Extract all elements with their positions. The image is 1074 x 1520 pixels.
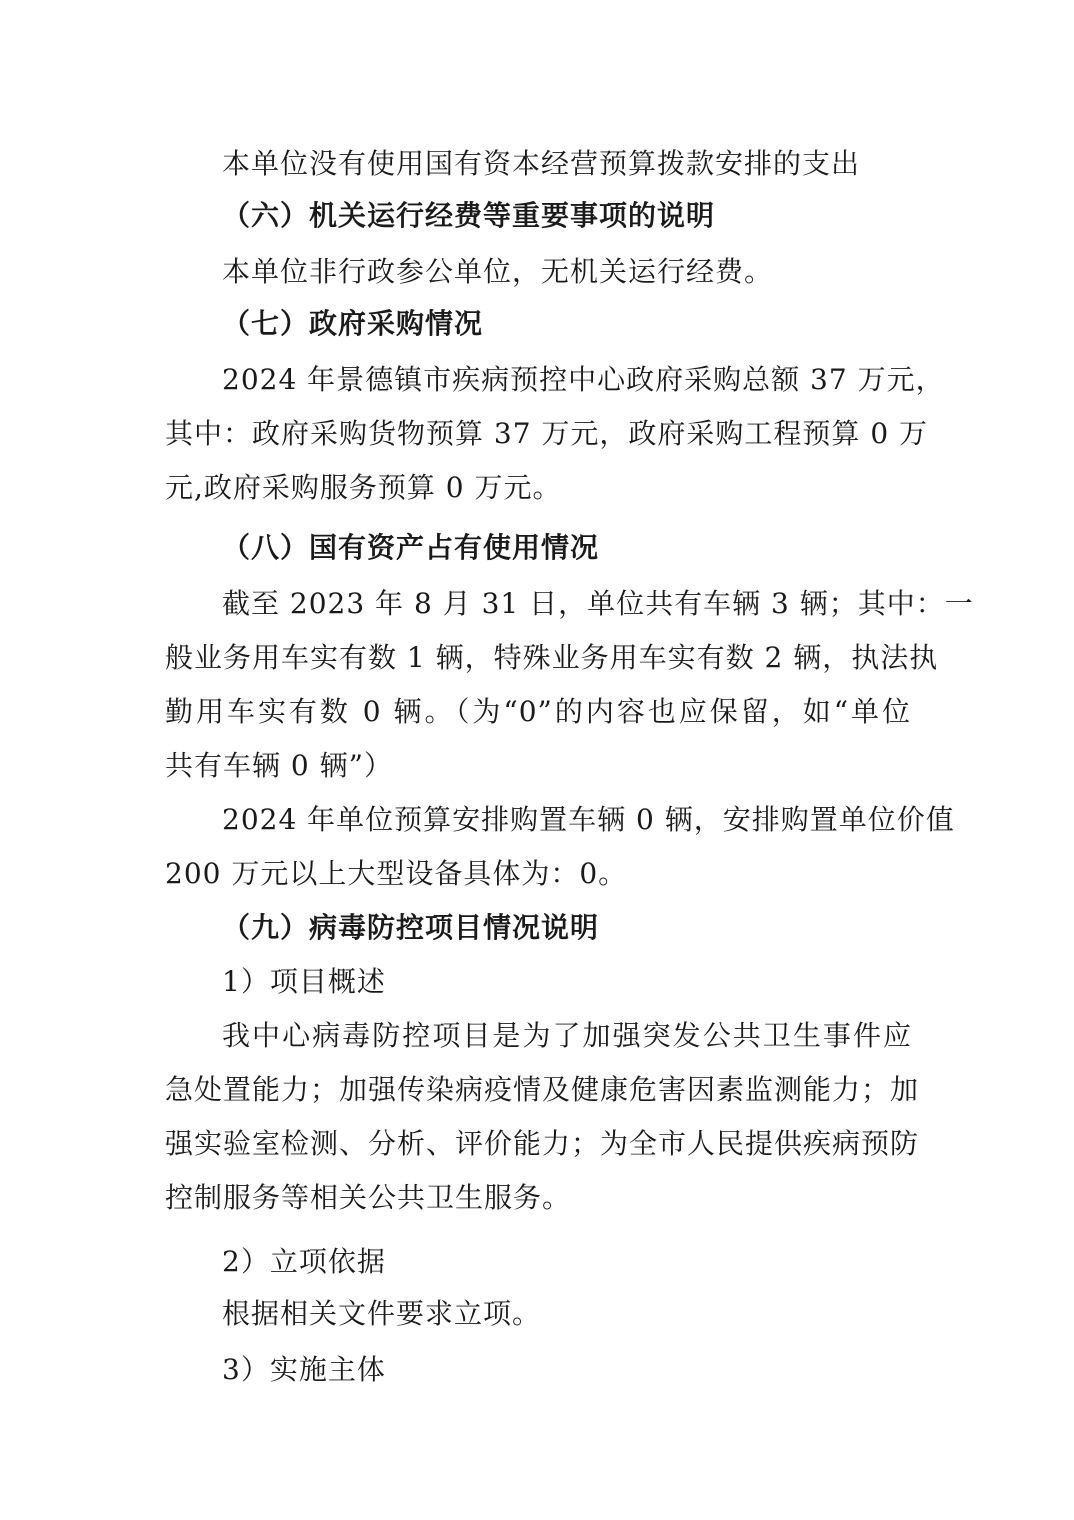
paragraph-line: 元,政府采购服务预算 0 万元。: [165, 471, 562, 504]
section-heading-seven: （七）政府采购情况: [222, 307, 484, 340]
section-heading-six: （六）机关运行经费等重要事项的说明: [222, 199, 716, 232]
paragraph-line: 2024 年景德镇市疾病预控中心政府采购总额 37 万元，: [222, 363, 945, 396]
paragraph-line: 勤用车实有数 0 辆。（为“0”的内容也应保留，如“单位: [165, 695, 911, 728]
paragraph-line: 本单位没有使用国有资本经营预算拨款安排的支出: [222, 147, 861, 180]
subsection-heading: 1）项目概述: [222, 965, 386, 998]
subsection-heading: 2）立项依据: [222, 1245, 386, 1278]
paragraph-line: 共有车辆 0 辆”）: [165, 749, 393, 782]
subsection-heading: 3）实施主体: [222, 1353, 386, 1386]
paragraph-line: 截至 2023 年 8 月 31 日，单位共有车辆 3 辆；其中：一: [222, 587, 974, 620]
section-heading-eight: （八）国有资产占有使用情况: [222, 531, 600, 564]
paragraph-line: 急处置能力；加强传染病疫情及健康危害因素监测能力；加: [165, 1073, 920, 1106]
paragraph-line: 其中：政府采购货物预算 37 万元，政府采购工程预算 0 万: [165, 417, 929, 450]
paragraph-line: 200 万元以上大型设备具体为：0。: [165, 857, 628, 890]
paragraph-line: 本单位非行政参公单位，无机关运行经费。: [222, 255, 774, 288]
section-heading-nine: （九）病毒防控项目情况说明: [222, 911, 600, 944]
paragraph-line: 2024 年单位预算安排购置车辆 0 辆，安排购置单位价值: [222, 803, 955, 836]
paragraph-line: 根据相关文件要求立项。: [222, 1297, 542, 1330]
paragraph-line: 强实验室检测、分析、评价能力；为全市人民提供疾病预防: [165, 1127, 920, 1160]
paragraph-line: 般业务用车实有数 1 辆，特殊业务用车实有数 2 辆，执法执: [165, 641, 939, 674]
paragraph-line: 控制服务等相关公共卫生服务。: [165, 1181, 572, 1214]
paragraph-line: 我中心病毒防控项目是为了加强突发公共卫生事件应: [222, 1019, 912, 1052]
